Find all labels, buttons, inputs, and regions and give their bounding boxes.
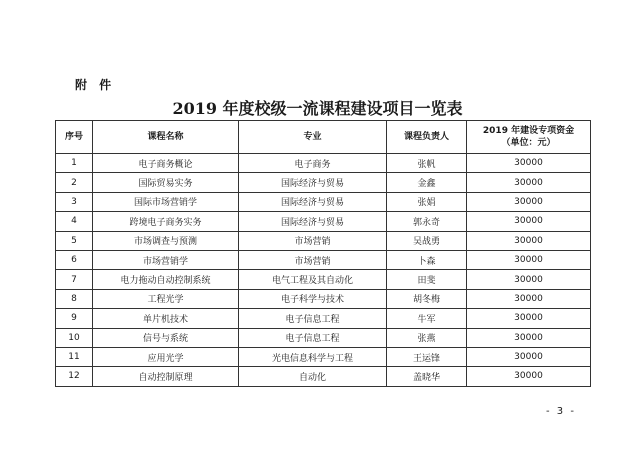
header-leader: 课程负责人	[387, 121, 467, 154]
cell-no: 11	[56, 347, 93, 366]
cell-course: 国际市场营销学	[93, 192, 239, 211]
cell-leader: 张燕	[387, 328, 467, 347]
cell-major: 电子信息工程	[239, 309, 387, 328]
cell-leader: 田斐	[387, 270, 467, 289]
cell-major: 电气工程及其自动化	[239, 270, 387, 289]
table-row	[56, 309, 591, 328]
cell-no: 7	[56, 270, 93, 289]
header-course: 课程名称	[93, 121, 239, 154]
table-row	[56, 231, 591, 250]
cell-course: 市场调查与预测	[93, 231, 239, 250]
cell-fund: 30000	[467, 154, 591, 173]
header-major: 专业	[239, 121, 387, 154]
cell-fund: 30000	[467, 250, 591, 269]
table-row	[56, 328, 591, 347]
header-no: 序号	[56, 121, 93, 154]
page-number: - 3 -	[546, 406, 576, 417]
cell-major: 市场营销	[239, 250, 387, 269]
cell-leader: 张帆	[387, 154, 467, 173]
cell-leader: 盖晓华	[387, 367, 467, 386]
cell-major: 国际经济与贸易	[239, 192, 387, 211]
cell-fund: 30000	[467, 289, 591, 308]
cell-major: 自动化	[239, 367, 387, 386]
cell-leader: 金鑫	[387, 173, 467, 192]
cell-major: 电子信息工程	[239, 328, 387, 347]
cell-course: 工程光学	[93, 289, 239, 308]
cell-course: 信号与系统	[93, 328, 239, 347]
cell-leader: 牛军	[387, 309, 467, 328]
cell-fund: 30000	[467, 192, 591, 211]
cell-no: 2	[56, 173, 93, 192]
cell-fund: 30000	[467, 231, 591, 250]
cell-course: 自动控制原理	[93, 367, 239, 386]
cell-course: 国际贸易实务	[93, 173, 239, 192]
cell-no: 3	[56, 192, 93, 211]
cell-major: 电子科学与技术	[239, 289, 387, 308]
cell-leader: 王运锋	[387, 347, 467, 366]
cell-fund: 30000	[467, 328, 591, 347]
cell-no: 1	[56, 154, 93, 173]
table-row	[56, 250, 591, 269]
table-row	[56, 212, 591, 231]
cell-no: 9	[56, 309, 93, 328]
cell-major: 市场营销	[239, 231, 387, 250]
cell-leader: 郭永奇	[387, 212, 467, 231]
cell-course: 电子商务概论	[93, 154, 239, 173]
header-fund	[467, 121, 591, 154]
cell-fund: 30000	[467, 309, 591, 328]
table-header-row	[56, 121, 591, 154]
cell-no: 8	[56, 289, 93, 308]
cell-no: 6	[56, 250, 93, 269]
cell-major: 国际经济与贸易	[239, 212, 387, 231]
cell-major: 光电信息科学与工程	[239, 347, 387, 366]
course-table	[55, 120, 591, 387]
cell-no: 12	[56, 367, 93, 386]
cell-course: 市场营销学	[93, 250, 239, 269]
header-fund-line2: （单位：元）	[501, 138, 556, 148]
cell-course: 应用光学	[93, 347, 239, 366]
cell-fund: 30000	[467, 270, 591, 289]
cell-no: 4	[56, 212, 93, 231]
cell-major: 电子商务	[239, 154, 387, 173]
attachment-label: 附 件	[75, 78, 116, 92]
cell-fund: 30000	[467, 347, 591, 366]
cell-no: 5	[56, 231, 93, 250]
header-fund-line1: 2019 年建设专项资金	[482, 126, 575, 136]
cell-fund: 30000	[467, 367, 591, 386]
cell-no: 10	[56, 328, 93, 347]
table-row	[56, 289, 591, 308]
table-row	[56, 347, 591, 366]
cell-fund: 30000	[467, 212, 591, 231]
cell-leader: 张娟	[387, 192, 467, 211]
cell-leader: 卜森	[387, 250, 467, 269]
cell-leader: 胡冬梅	[387, 289, 467, 308]
table-row	[56, 270, 591, 289]
cell-fund: 30000	[467, 173, 591, 192]
cell-course: 单片机技术	[93, 309, 239, 328]
cell-course: 电力拖动自动控制系统	[93, 270, 239, 289]
cell-major: 国际经济与贸易	[239, 173, 387, 192]
table-row	[56, 367, 591, 386]
table-row	[56, 173, 591, 192]
cell-leader: 吴战勇	[387, 231, 467, 250]
table-row	[56, 154, 591, 173]
document-title: 2019 年度校级一流课程建设项目一览表	[172, 99, 463, 118]
cell-course: 跨境电子商务实务	[93, 212, 239, 231]
table-row	[56, 192, 591, 211]
